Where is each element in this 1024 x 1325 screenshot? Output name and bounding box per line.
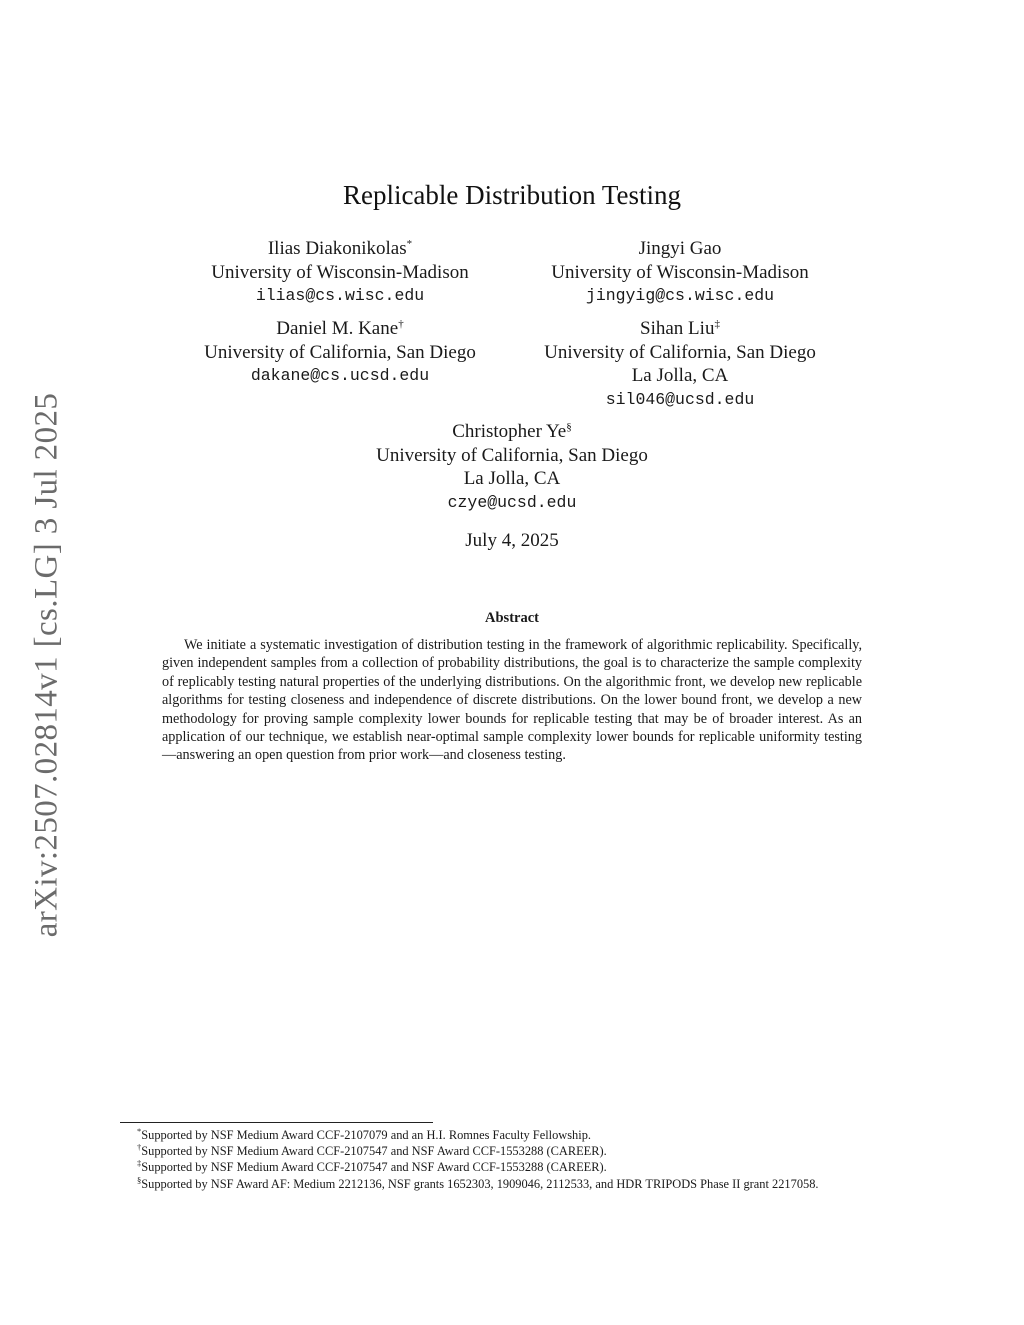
footnote-mark: † xyxy=(398,318,404,330)
author-location: La Jolla, CA xyxy=(463,468,561,489)
author-block xyxy=(515,317,845,411)
author-affiliation: University of Wisconsin-Madison xyxy=(551,261,809,283)
author-email: sil046@ucsd.edu xyxy=(605,389,755,409)
author-location: La Jolla, CA xyxy=(631,365,729,386)
author-affiliation: University of California, San Diego xyxy=(204,341,476,363)
abstract-text: We initiate a systematic investigation of distribution testing in the framework of algorithmic replicability. Specifically, given independent samples from a collection of probability distributions, the goal is to characterize the sample complexity of replicably testing natural properties of the underlying distributions. On the algorithmic front, we develop new replicable algorithms for testing closeness and independence of discrete distributions. On the lower bound front, we develop a new methodology for proving sample complexity lower bounds for replicable testing that may be of broader interest. As an application of our technique, we establish near-optimal sample complexity lower bounds for replicable uniformity testing—answering an open question from prior work—and closeness testing. xyxy=(162,637,862,764)
author-email: jingyig@cs.wisc.edu xyxy=(585,286,775,305)
author-name: Daniel M. Kane† xyxy=(276,318,404,339)
footnote-mark: ‡ xyxy=(137,1158,142,1169)
footnote-divider xyxy=(120,1122,433,1123)
author-email: czye@ucsd.edu xyxy=(447,492,577,512)
footnote-mark: * xyxy=(406,238,413,250)
author-email: ilias@cs.wisc.edu xyxy=(255,286,425,305)
author-affiliation: University of Wisconsin-Madison xyxy=(211,261,469,283)
paper-title: Replicable Distribution Testing xyxy=(342,180,682,210)
footnote: §Supported by NSF Award AF: Medium 2212136, NSF grants 1652303, 1909046, 2112533, and HDR TRIPODS Phase II grant 2217058. xyxy=(137,1174,819,1191)
author-name: Jingyi Gao xyxy=(638,238,722,259)
arxiv-identifier-stamp: arXiv:2507.02814v1 [cs.LG] 3 Jul 2025 xyxy=(28,392,65,938)
author-block xyxy=(175,237,505,308)
footnote-mark: ‡ xyxy=(714,318,720,330)
author-affiliation: University of California, San Diego xyxy=(376,444,648,466)
author-email: dakane@cs.ucsd.edu xyxy=(250,366,430,385)
author-block xyxy=(515,237,845,308)
footnotes xyxy=(120,1127,904,1192)
author-name: Christopher Ye§ xyxy=(452,421,572,442)
abstract-heading: Abstract xyxy=(485,610,539,626)
author-block xyxy=(175,317,505,388)
footnote: †Supported by NSF Medium Award CCF-2107547 and NSF Award CCF-1553288 (CAREER). xyxy=(137,1142,607,1159)
footnote-mark: § xyxy=(137,1174,142,1185)
author-name: Sihan Liu‡ xyxy=(640,318,720,339)
author-name: Ilias Diakonikolas* xyxy=(267,238,413,259)
author-block xyxy=(262,420,762,514)
author-affiliation: University of California, San Diego xyxy=(544,341,816,363)
footnote-mark: * xyxy=(137,1126,142,1136)
footnote: ‡Supported by NSF Medium Award CCF-2107547 and NSF Award CCF-1553288 (CAREER). xyxy=(137,1158,607,1175)
footnote: *Supported by NSF Medium Award CCF-2107079 and an H.I. Romnes Faculty Fellowship. xyxy=(137,1126,591,1142)
footnote-mark: † xyxy=(137,1142,142,1153)
publication-date: July 4, 2025 xyxy=(465,530,559,551)
footnote-mark: § xyxy=(566,421,572,433)
